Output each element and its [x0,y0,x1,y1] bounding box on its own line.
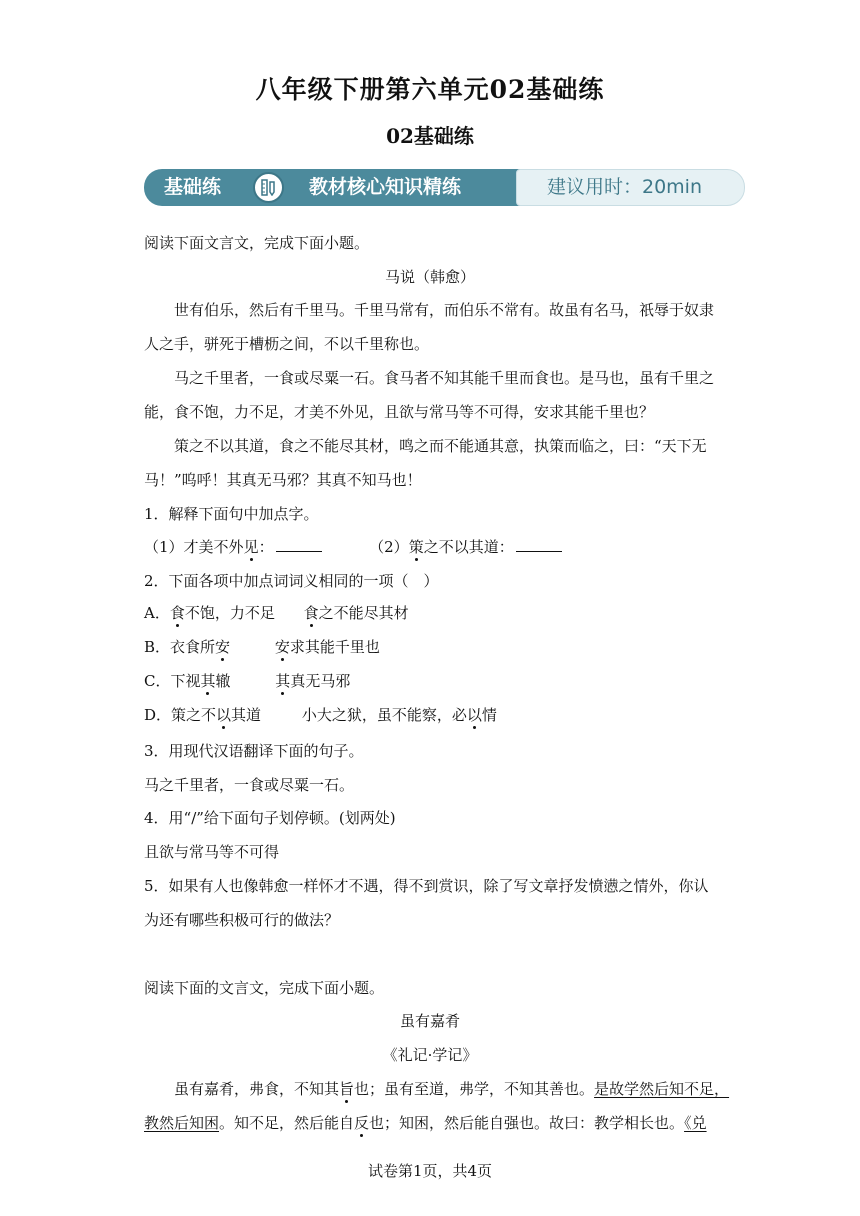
option-text: 真无马邪 [290,672,351,690]
passage-line [174,1078,729,1099]
option-a-label: A． [144,604,170,622]
dotted-char: 以 [466,706,482,724]
underlined-text: 是故学然后知不足， [594,1080,730,1098]
section-banner [144,169,745,206]
passage-line: 能，食不饱，力不足，才美不外见，且欲与常马等不可得，安求其能千里也？ [144,403,655,421]
option-text: 不饱，力不足 [184,604,275,622]
option-text: 其道 [231,706,262,724]
question-2: 2．下面各项中加点词词义相同的一项（ ） [144,572,439,590]
dotted-char: 以 [216,706,232,724]
underlined-text: 教然后知困 [144,1114,220,1132]
option-c[interactable] [144,670,350,691]
q1a-dotted-char: 见 [243,538,259,556]
passage-line [144,1112,707,1133]
text-run: 也；知困，然后能自强也。故曰：教学相长也。 [369,1114,685,1132]
ruler-pencil-icon [253,172,284,203]
question-4: 4．用“/”给下面句子划停顿。(划两处) [144,809,396,827]
question-5-line: 5．如果有人也像韩愈一样怀才不遇，得不到赏识，除了写文章抒发愤懑之情外，你认 [144,877,709,895]
underlined-text: 《兑 [684,1114,707,1132]
page-footer: 试卷第1页，共4页 [367,1162,493,1180]
text-run: 也；虽有至道，弗学，不知其善也。 [354,1080,595,1098]
text-run: 。知不足，然后能自 [219,1114,355,1132]
q1a-prefix: （1）才美不外 [144,538,244,556]
dotted-char: 旨 [339,1080,355,1098]
dotted-char: 安 [215,638,231,656]
banner-label-basic: 基础练 [164,176,222,198]
dotted-char: 其 [275,672,291,690]
section2-intro: 阅读下面的文言文，完成下面小题。 [144,979,385,997]
q1b-suffix: 之不以其道： [423,538,514,556]
question-3-text: 马之千里者，一食或尽粟一石。 [144,776,355,794]
section2-title: 虽有嘉肴 [399,1012,460,1030]
banner-label-core: 教材核心知识精练 [309,176,462,198]
option-text: 之不能尽其材 [318,604,409,622]
option-d-label: D．策之不 [144,706,217,724]
section2-source: 《礼记·学记》 [382,1046,478,1064]
section1-title: 马说（韩愈） [384,268,475,286]
page-title: 八年级下册第六单元02基础练 [255,75,605,104]
option-a[interactable] [144,602,409,623]
question-4-text: 且欲与常马等不可得 [144,843,280,861]
q1a-suffix: ： [258,538,274,556]
option-text: 辙 [215,672,231,690]
option-b[interactable] [144,636,380,657]
dotted-char: 其 [200,672,216,690]
passage-line: 世有伯乐，然后有千里马。千里马常有，而伯乐不常有。故虽有名马，祇辱于奴隶 [174,301,715,319]
option-text: 求其能千里也 [289,638,380,656]
question-1: 1．解释下面句中加点字。 [144,505,319,523]
option-d[interactable] [144,704,497,725]
dotted-char: 反 [354,1114,370,1132]
dotted-char: 安 [274,638,290,656]
option-b-label: B．衣食所 [144,638,216,656]
passage-line: 人之手，骈死于槽枥之间，不以千里称也。 [144,335,430,353]
text-run: 虽有嘉肴，弗食，不知其 [174,1080,340,1098]
option-text: 情 [481,706,497,724]
question-5-line: 为还有哪些积极可行的做法？ [144,911,340,929]
q1b-prefix: （2） [369,538,409,556]
option-c-label: C．下视 [144,672,201,690]
option-text: 小大之狱，虽不能察，必 [301,706,467,724]
passage-line: 策之不以其道，食之不能尽其材，鸣之而不能通其意，执策而临之，曰：“天下无 [174,437,707,455]
answer-blank[interactable] [516,550,562,552]
banner-label-time: 建议用时：20min [547,176,703,198]
passage-line: 马之千里者，一食或尽粟一石。食马者不知其能千里而食也。是马也，虽有千里之 [174,369,715,387]
passage-line: 马！”呜呼！其真无马邪？其真不知马也！ [144,471,422,489]
question-3: 3．用现代汉语翻译下面的句子。 [144,742,364,760]
dotted-char: 食 [303,604,319,622]
answer-blank[interactable] [276,550,322,552]
dotted-char: 食 [169,604,185,622]
page-subtitle: 02基础练 [386,124,474,148]
question-1-items [144,536,564,557]
q1b-dotted-char: 策 [408,538,424,556]
section1-intro: 阅读下面文言文，完成下面小题。 [144,234,370,252]
